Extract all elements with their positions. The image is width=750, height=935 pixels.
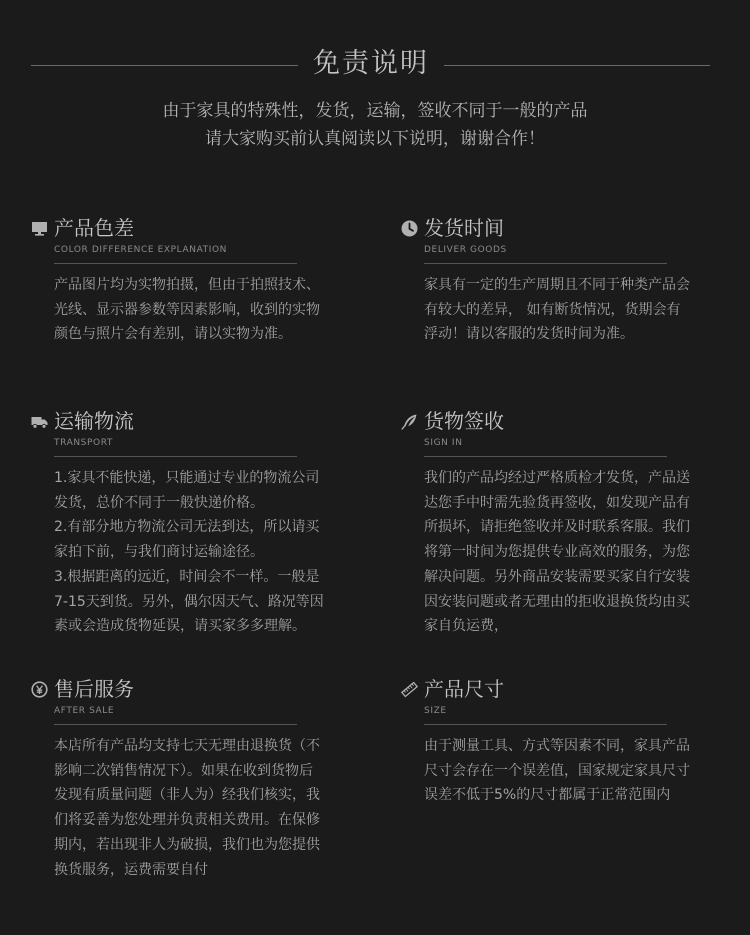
body-line: 换货服务，运费需要自付 bbox=[54, 861, 208, 878]
section-divider bbox=[54, 456, 297, 457]
body-line: 光线、显示器参数等因素影响，收到的实物 bbox=[54, 301, 320, 318]
section-body bbox=[424, 466, 724, 639]
section-subtitle: SIZE bbox=[424, 706, 447, 716]
section-divider bbox=[54, 724, 297, 725]
body-line: 误差不低于5%的尺寸都属于正常范围内 bbox=[424, 787, 671, 804]
ruler-icon bbox=[401, 681, 418, 698]
body-line: 发货，总价不同于一般快递价格。 bbox=[54, 494, 264, 511]
body-line: 3.根据距离的远近，时间会不一样。一般是 bbox=[54, 568, 320, 585]
body-line: 家自负运费， bbox=[424, 618, 508, 635]
truck-icon bbox=[31, 413, 48, 430]
body-line: 家拍下前，与我们商讨运输途径。 bbox=[54, 544, 264, 561]
page-title: 免责说明 bbox=[313, 48, 429, 79]
section-body bbox=[54, 273, 354, 347]
header-line-right bbox=[444, 65, 710, 66]
body-line: 们将妥善为您处理并负责相关费用。在保修 bbox=[54, 812, 320, 829]
body-line: 期内，若出现非人为破损，我们也为您提供 bbox=[54, 836, 320, 853]
intro-line-1: 由于家具的特殊性，发货，运输，签收不同于一般的产品 bbox=[162, 101, 588, 121]
section-divider bbox=[424, 263, 667, 264]
section-title: 产品色差 bbox=[54, 216, 134, 240]
section-body bbox=[424, 273, 724, 347]
section-title: 运输物流 bbox=[54, 409, 134, 433]
body-line: 浮动！请以客服的发货时间为准。 bbox=[424, 326, 634, 343]
body-line: 所损坏，请拒绝签收并及时联系客服。我们 bbox=[424, 519, 690, 536]
header-line-left bbox=[31, 65, 298, 66]
section-body bbox=[424, 734, 724, 808]
section-body bbox=[54, 466, 354, 639]
section-subtitle: DELIVER GOODS bbox=[424, 245, 507, 255]
body-line: 影响二次销售情况下）。如果在收到货物后 bbox=[54, 762, 313, 779]
section-divider bbox=[424, 724, 667, 725]
quill-icon bbox=[401, 413, 418, 430]
monitor-icon bbox=[31, 220, 48, 237]
intro-line-2: 请大家购买前认真阅读以下说明，谢谢合作！ bbox=[205, 129, 545, 149]
section-title: 产品尺寸 bbox=[424, 677, 504, 701]
body-line: 素或会造成货物延误，请买家多多理解。 bbox=[54, 618, 306, 635]
body-line: 达您手中时需先验货再签收，如发现产品有 bbox=[424, 494, 690, 511]
section-subtitle: SIGN IN bbox=[424, 438, 463, 448]
section-subtitle: COLOR DIFFERENCE EXPLANATION bbox=[54, 245, 228, 255]
body-line: 产品图片均为实物拍摄，但由于拍照技术、 bbox=[54, 277, 320, 293]
body-line: 有较大的差异， 如有断货情况，货期会有 bbox=[424, 301, 681, 318]
body-line: 将第一时间为您提供专业高效的服务，为您 bbox=[424, 544, 690, 561]
body-line: 1.家具不能快递，只能通过专业的物流公司 bbox=[54, 470, 320, 486]
yen-coin-icon bbox=[31, 681, 48, 698]
section-subtitle: TRANSPORT bbox=[54, 438, 113, 448]
body-line: 颜色与照片会有差别，请以实物为准。 bbox=[54, 326, 292, 343]
body-line: 家具有一定的生产周期且不同于种类产品会 bbox=[424, 277, 690, 293]
section-title: 发货时间 bbox=[424, 216, 504, 240]
section-divider bbox=[54, 263, 297, 264]
body-line: 7-15天到货。另外，偶尔因天气、路况等因 bbox=[54, 593, 324, 610]
body-line: 我们的产品均经过严格质检才发货，产品送 bbox=[424, 470, 690, 486]
section-subtitle: AFTER SALE bbox=[54, 706, 115, 716]
body-line: 因安装问题或者无理由的拒收退换货均由买 bbox=[424, 593, 690, 610]
clock-icon bbox=[401, 220, 418, 237]
body-line: 由于测量工具、方式等因素不同，家具产品 bbox=[424, 738, 690, 754]
body-line: 发现有质量问题（非人为）经我们核实，我 bbox=[54, 787, 320, 804]
body-line: 解决问题。另外商品安装需要买家自行安装 bbox=[424, 568, 690, 585]
body-line: 本店所有产品均支持七天无理由退换货（不 bbox=[54, 738, 320, 754]
body-line: 2.有部分地方物流公司无法到达，所以请买 bbox=[54, 519, 320, 536]
section-body bbox=[54, 734, 354, 882]
section-title: 售后服务 bbox=[54, 677, 134, 701]
body-line: 尺寸会存在一个误差值，国家规定家具尺寸 bbox=[424, 762, 690, 779]
section-title: 货物签收 bbox=[424, 409, 504, 433]
section-divider bbox=[424, 456, 667, 457]
